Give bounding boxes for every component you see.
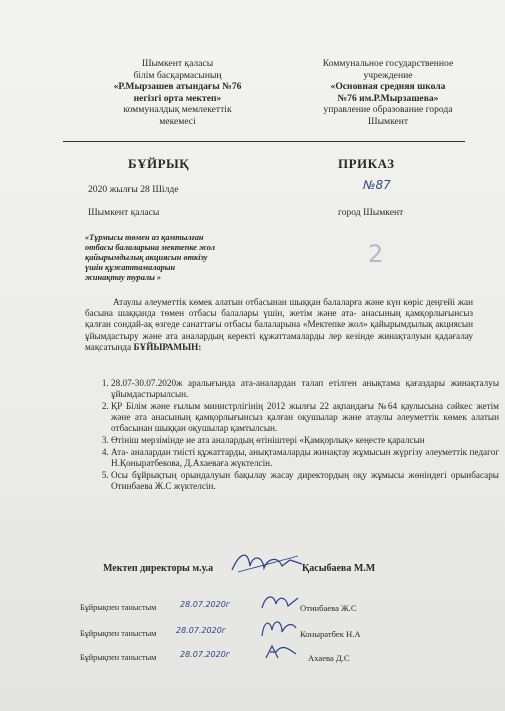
ack-label: Бұйрықпен таныстым [80,653,157,662]
director-name: Қасыбаева М.М [302,563,376,574]
header-ru-school-1: «Основная средняя школа [330,81,446,92]
header-kz-line5: коммуналдық мемлекеттік [123,104,232,115]
header-kz-line1: Шымкент қаласы [141,58,214,69]
header-russian [298,58,478,127]
topic-line: «Тұрмысы төмен аз қамтылған [85,233,204,242]
order-item: 2. ҚР Білім және ғылым министрлігінің 2012 жылғы 22 ақпандағы №64 қаулысына сәйкес жетім және ата анасының қамқорлығынсыз қалған оқушылар және атаулы әлеуметтік көмек алатын отбасынан шыққан оқушылар қамтылсын. [111,401,499,435]
signature-3 [262,640,302,664]
header-kz-line6: мекемесі [159,115,196,127]
header-kz-line2: білім басқармасының [133,69,222,81]
ack-date: 28.07.2020г [180,600,231,609]
director-label: Мектеп директоры м.у.а [103,563,214,574]
order-preamble [85,297,473,353]
header-ru-line2: учреждение [363,69,413,81]
preamble-text: Атаулы әлеуметтік көмек алатын отбасынан шыққан балаларға және күн көріс деңгейі жан басына шаққанда төмен отбасы балалары үшін, жетім және ата- анасының қамқорлығынсыз қалған сондай-ақ өзгеде санаттағы отбасы балаларына «Мектепке жол» қайырымдылық акциясын ұйымдастыру және ата аналардың керекті құжаттамаларды лер кезінде жинақталуын қадағалау мақсатында [85,297,473,352]
city-kazakh: Шымкент қаласы [88,207,160,218]
director-signature [228,546,308,578]
order-item: 5. Осы бұйрықтың орындалуын бақылау жасау директордың оқу жұмысы жөніндегі орынбасары Отинбаева Ж.С жүктелсін. [111,470,499,492]
order-item: 1. 28.07-30.07.2020ж аралығында ата-аналардан талап етілген анықтама қағаздары жинақталуы ұйымдастырылсын. [111,378,499,400]
topic-line: қайырымдылық акциясын өткізу [85,253,208,262]
ack-label: Бұйрықпен таныстым [80,629,157,638]
city-russian: город Шымкент [338,207,404,218]
ack-name: Отинбаева Ж.С [300,603,357,613]
order-date: 2020 жылғы 28 Шілде [88,184,179,195]
header-ru-school-2: №76 им.Р.Мырзашева» [337,92,439,104]
ordered-word: БҰЙЫРАМЫН: [133,341,202,352]
ack-name: Ахаева Д.С [308,653,350,663]
handwritten-mark: 2 [368,240,384,268]
ack-date: 28.07.2020г [180,650,231,659]
order-item: 4. Ата- аналардан тиісті құжаттарды, анықтамаларды жинақтау жұмысын жүргізу әлеуметтік педагог Н.Қоныратбекова, Д.Ахаеваға жүктелсін. [111,447,499,469]
topic-line: жинақтау туралы » [85,273,162,282]
ack-label: Бұйрықпен таныстым [80,603,157,612]
header-ru-line1: Коммунальное государственное [322,58,454,69]
ack-name: Коныратбек Н.А [300,629,361,639]
ack-date: 28.07.2020г [176,626,227,635]
title-russian: ПРИКАЗ [338,156,395,171]
topic-line: отбасы балаларына мектепке жол [85,243,215,252]
order-items [85,378,499,493]
order-item: 3. Өтініш мерзімінде ие ата аналардың өтініштері «Қамқорлық» кеңесте қаралсын [111,435,499,446]
header-ru-line5: управление образование города [323,104,453,115]
signature-2 [256,614,300,642]
header-divider [63,141,465,142]
signature-1 [258,590,302,616]
header-kz-school-2: негізгі орта мектеп» [133,92,222,104]
order-topic [85,233,255,283]
topic-line: үшін құжаттамаларын [85,263,176,272]
header-ru-line6: Шымкент [367,115,409,127]
header-kz-school-1: «Р.Мырзашев атындағы №76 [113,81,242,92]
header-kazakh [90,58,265,127]
title-kazakh: БҰЙРЫҚ [128,156,190,171]
order-number: №87 [363,178,391,192]
